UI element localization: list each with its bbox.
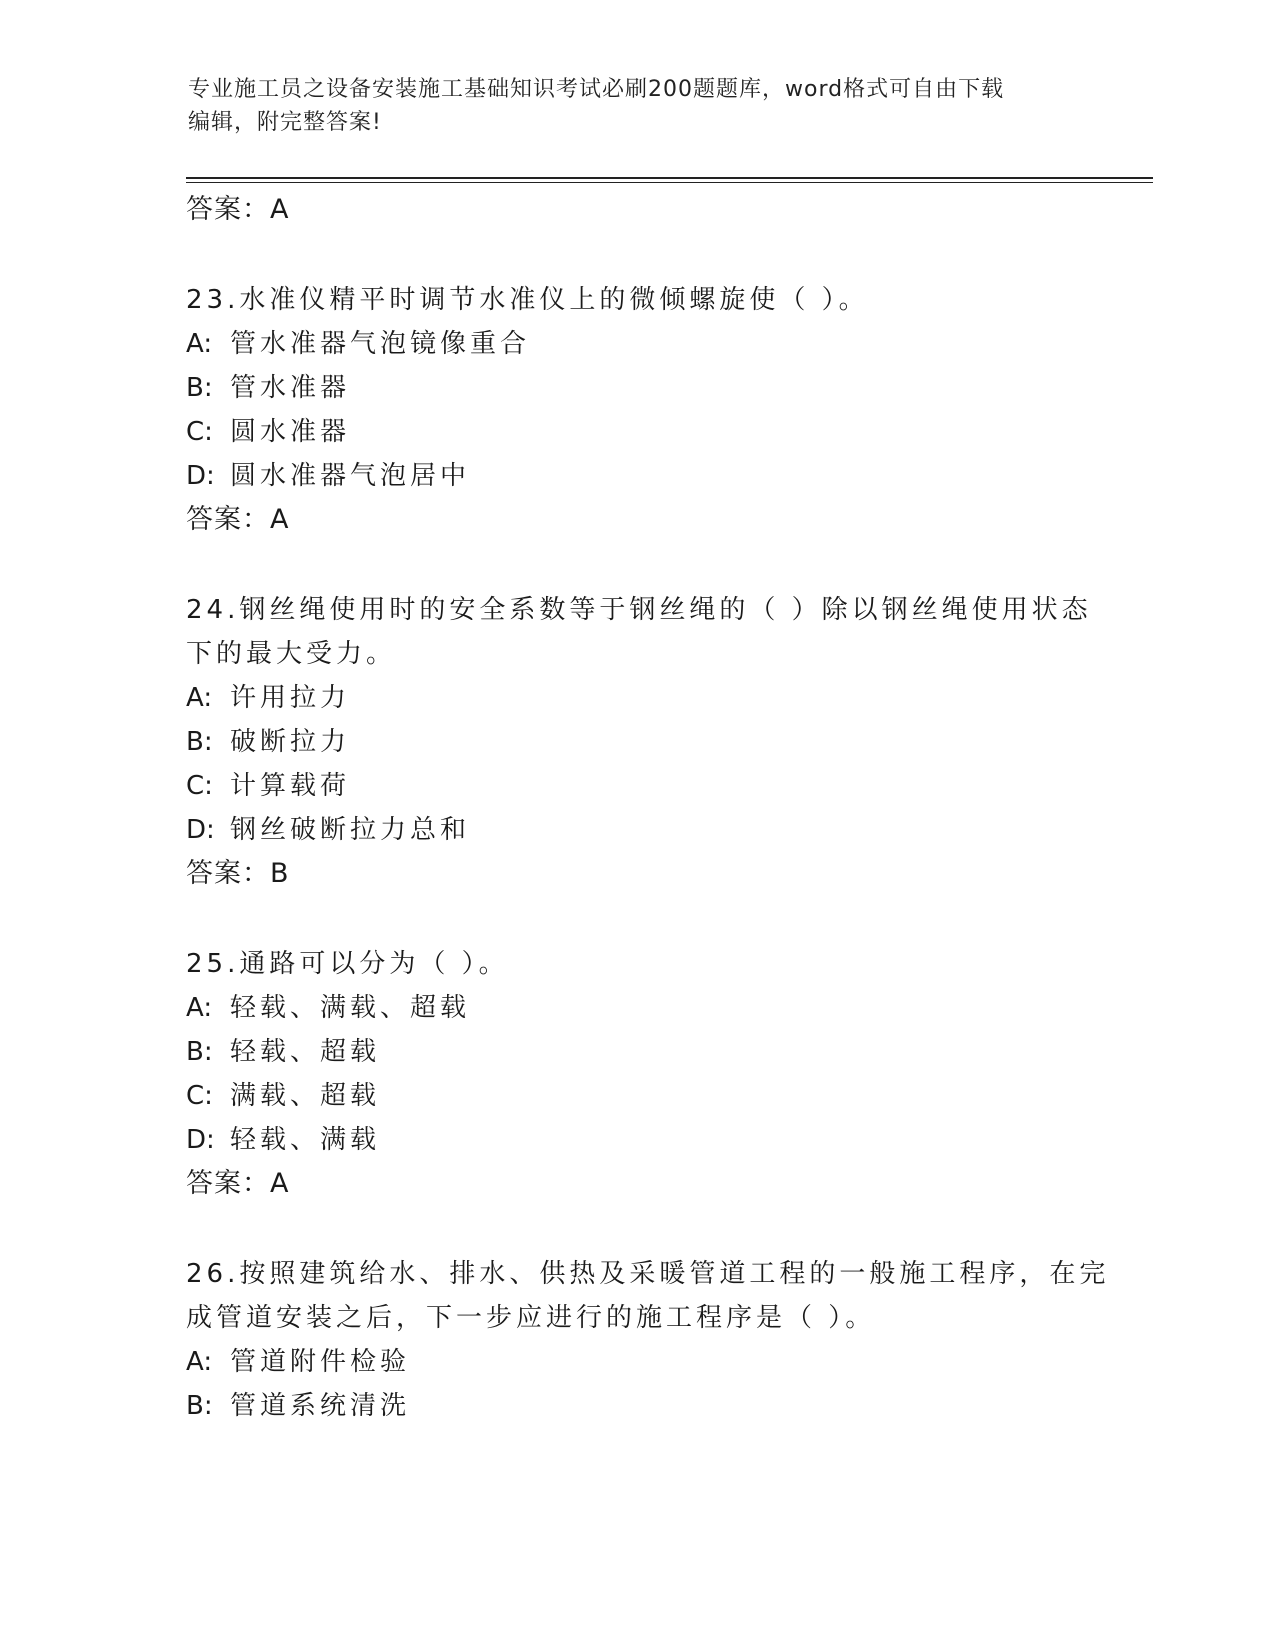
- option-letter: B:: [186, 1391, 213, 1421]
- option-letter: B:: [186, 373, 213, 403]
- option-letter: D:: [186, 815, 215, 845]
- question-24-option-b: [186, 724, 350, 760]
- question-24-stem-line-1: 24.钢丝绳使用时的安全系数等于钢丝绳的（ ）除以钢丝绳使用状态: [186, 595, 1092, 625]
- option-text: 许用拉力: [230, 683, 351, 713]
- question-23-stem: 23.水准仪精平时调节水准仪上的微倾螺旋使（ ）。: [186, 285, 869, 315]
- option-text: 管道系统清洗: [230, 1391, 411, 1421]
- question-25-answer: 答案：A: [186, 1168, 290, 1199]
- option-letter: A:: [186, 329, 213, 359]
- question-26-stem-line-2: 成管道安装之后，下一步应进行的施工程序是（ ）。: [186, 1303, 876, 1333]
- header-rule-thick: [186, 177, 1153, 179]
- question-26-option-a: [186, 1344, 410, 1380]
- option-text: 管水准器: [230, 373, 351, 403]
- option-letter: B:: [186, 1037, 213, 1067]
- header-line-1: 专业施工员之设备安装施工基础知识考试必刷200题题库，word格式可自由下载: [188, 77, 1005, 102]
- question-24-option-c: [186, 768, 350, 804]
- header-rule-thin: [186, 182, 1153, 183]
- question-26-option-b: [186, 1388, 410, 1424]
- header-line-2: 编辑，附完整答案!: [188, 110, 382, 135]
- option-text: 轻载、超载: [230, 1037, 381, 1067]
- option-text: 圆水准器: [230, 417, 351, 447]
- option-letter: D:: [186, 461, 215, 491]
- question-26-stem-line-1: 26.按照建筑给水、排水、供热及采暖管道工程的一般施工程序，在完: [186, 1259, 1110, 1289]
- option-text: 管道附件检验: [230, 1347, 411, 1377]
- option-letter: A:: [186, 683, 213, 713]
- answer-line: 答案：A: [186, 194, 290, 225]
- question-23-option-a: [186, 326, 530, 362]
- question-24-stem-line-2: 下的最大受力。: [186, 639, 397, 669]
- option-text: 管水准器气泡镜像重合: [230, 329, 531, 359]
- option-text: 破断拉力: [230, 727, 351, 757]
- option-text: 轻载、满载: [230, 1125, 381, 1155]
- option-letter: A:: [186, 1347, 213, 1377]
- option-text: 轻载、满载、超载: [230, 993, 471, 1023]
- option-text: 钢丝破断拉力总和: [230, 815, 471, 845]
- option-text: 计算载荷: [230, 771, 351, 801]
- option-text: 满载、超载: [230, 1081, 381, 1111]
- option-letter: C:: [186, 771, 213, 801]
- option-letter: D:: [186, 1125, 215, 1155]
- question-24-option-a: [186, 680, 350, 716]
- option-letter: C:: [186, 417, 213, 447]
- question-23-option-b: [186, 370, 350, 406]
- option-letter: B:: [186, 727, 213, 757]
- question-25-option-a: [186, 990, 470, 1026]
- question-25-option-d: [186, 1122, 380, 1158]
- question-25-option-c: [186, 1078, 380, 1114]
- document-header: [188, 73, 1068, 139]
- question-25-stem: 25.通路可以分为（ ）。: [186, 949, 509, 979]
- option-letter: C:: [186, 1081, 213, 1111]
- option-text: 圆水准器气泡居中: [230, 461, 471, 491]
- option-letter: A:: [186, 993, 213, 1023]
- question-25-option-b: [186, 1034, 380, 1070]
- question-24-answer: 答案：B: [186, 858, 290, 889]
- question-23-option-c: [186, 414, 350, 450]
- question-24-option-d: [186, 812, 470, 848]
- question-23-option-d: [186, 458, 470, 494]
- question-23-answer: 答案：A: [186, 504, 290, 535]
